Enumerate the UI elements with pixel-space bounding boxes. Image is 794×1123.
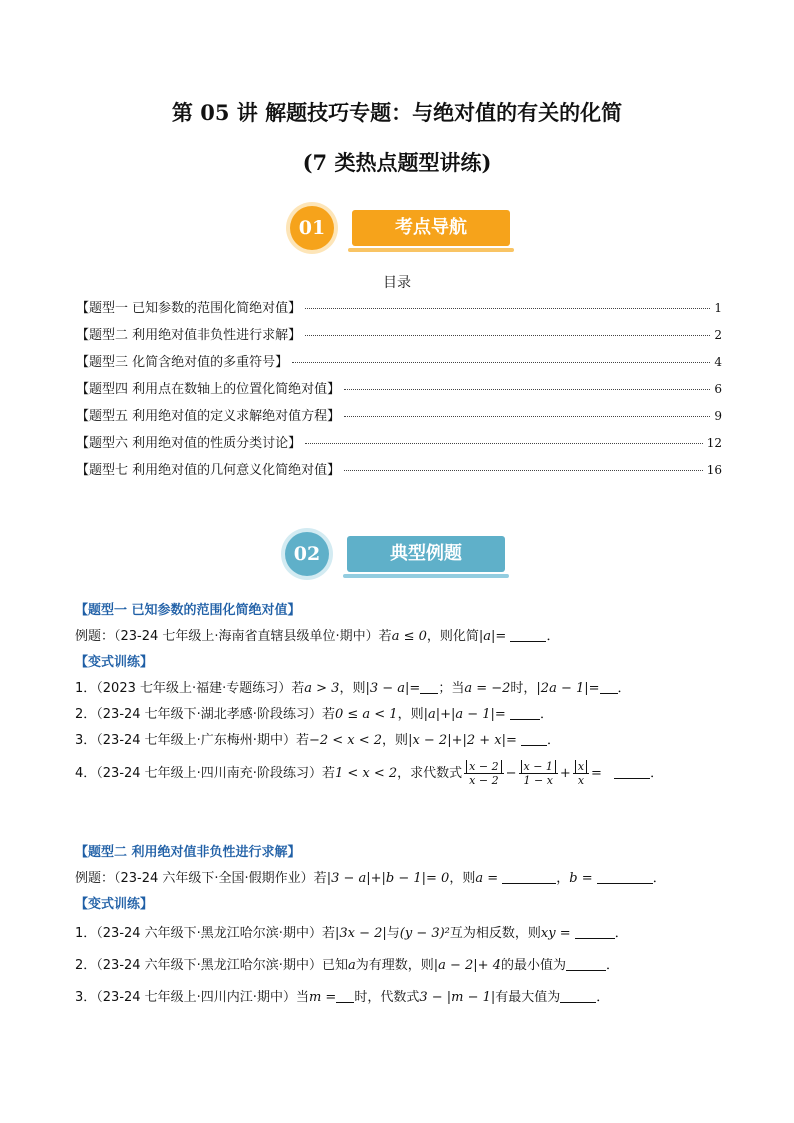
text: 互为相反数，则 xyxy=(449,926,541,941)
text: ． xyxy=(546,629,560,644)
toc-dot-leader xyxy=(292,362,710,363)
text: 时，代数式 xyxy=(354,990,420,1005)
text: 时， xyxy=(510,681,537,696)
section-banner-navigation xyxy=(290,206,510,250)
operator: − xyxy=(505,766,517,781)
toc-item-page: 12 xyxy=(706,436,722,450)
page-title: 第 05 讲 解题技巧专题：与绝对值的有关的化简 xyxy=(171,100,623,125)
toc-item-page: 1 xyxy=(714,301,722,315)
numerator: x − 2 xyxy=(466,760,501,773)
section-type-1 xyxy=(75,598,735,794)
denominator: x − 2 xyxy=(469,774,499,787)
math: xy = xyxy=(540,926,571,941)
math: a xyxy=(347,958,356,973)
fraction xyxy=(519,760,558,787)
page-subtitle: (7 类热点题型讲练) xyxy=(302,150,492,175)
text: 2．（23-24 七年级下·湖北孝感·阶段练习）若 xyxy=(75,707,335,722)
toc-dot-leader xyxy=(344,416,710,417)
toc-dot-leader xyxy=(344,470,703,471)
math: |a|+|a − 1|= xyxy=(423,707,506,722)
math: |a − 2|+ 4 xyxy=(433,958,501,973)
section-banner-examples xyxy=(285,532,507,576)
text: ，求代数式 xyxy=(397,766,463,781)
banner-label: 考点导航 xyxy=(352,210,510,246)
numerator: x − 1 xyxy=(521,760,556,773)
toc-dot-leader xyxy=(305,335,710,336)
text: 2．（23-24 六年级下·黑龙江哈尔滨·期中）已知 xyxy=(75,958,348,973)
section-heading: 【题型一 已知参数的范围化简绝对值】 xyxy=(75,603,301,618)
math: 1 < x < 2 xyxy=(334,766,398,781)
section-heading: 【题型二 利用绝对值非负性进行求解】 xyxy=(75,845,301,860)
toc-item-label: 【题型二 利用绝对值非负性进行求解】 xyxy=(76,328,302,343)
text: ． xyxy=(614,926,628,941)
math: |3x − 2| xyxy=(334,926,387,941)
answer-blank xyxy=(502,869,556,884)
text: 例题：（23-24 六年级下·全国·假期作业）若 xyxy=(75,871,327,886)
toc-item[interactable] xyxy=(76,459,722,486)
fraction xyxy=(464,760,503,787)
math: |3 − a|+|b − 1|= 0 xyxy=(326,871,450,886)
text: ． xyxy=(617,681,631,696)
math: a > 3 xyxy=(304,681,340,696)
numerator: x xyxy=(575,760,587,773)
text: ． xyxy=(652,871,666,886)
answer-blank xyxy=(521,731,547,746)
answer-blank xyxy=(600,679,618,694)
banner-number: 02 xyxy=(285,532,329,576)
exercise-3 xyxy=(75,728,735,754)
answer-blank xyxy=(614,764,650,779)
exercise-1 xyxy=(75,676,735,702)
text: ，则 xyxy=(382,733,409,748)
exercise-2 xyxy=(75,950,735,982)
toc-item[interactable] xyxy=(76,297,722,324)
text: ，则 xyxy=(339,681,366,696)
toc-item-label: 【题型五 利用绝对值的定义求解绝对值方程】 xyxy=(76,409,341,424)
toc-dot-leader xyxy=(305,443,703,444)
text: ． xyxy=(539,707,553,722)
toc-item-page: 9 xyxy=(714,409,722,423)
answer-blank xyxy=(575,924,615,939)
text: 1．（2023 七年级上·福建·专题练习）若 xyxy=(75,681,305,696)
math: |3 − a|= xyxy=(365,681,421,696)
text: 1．（23-24 六年级下·黑龙江哈尔滨·期中）若 xyxy=(75,926,335,941)
answer-blank xyxy=(597,869,653,884)
math: m = xyxy=(308,990,337,1005)
exercise-1 xyxy=(75,918,735,950)
math: |x − 2|+|2 + x|= xyxy=(408,733,517,748)
text: 4．（23-24 七年级上·四川南充·阶段练习）若 xyxy=(75,766,335,781)
toc-item-label: 【题型一 已知参数的范围化简绝对值】 xyxy=(76,301,302,316)
math: a = xyxy=(475,871,499,886)
toc-dot-leader xyxy=(344,389,710,390)
answer-blank xyxy=(510,627,546,642)
math: b = xyxy=(569,871,593,886)
text: 有最大值为 xyxy=(495,990,561,1005)
toc-item-label: 【题型七 利用绝对值的几何意义化简绝对值】 xyxy=(76,463,341,478)
answer-blank xyxy=(510,705,540,720)
training-heading: 【变式训练】 xyxy=(75,655,154,670)
answer-blank xyxy=(420,679,438,694)
toc-item[interactable] xyxy=(76,432,722,459)
answer-blank xyxy=(566,956,606,971)
table-of-contents xyxy=(76,297,722,486)
text: 的最小值为 xyxy=(500,958,566,973)
toc-item-page: 4 xyxy=(714,355,722,369)
exercise-3 xyxy=(75,982,735,1014)
toc-item-page: 16 xyxy=(706,463,722,477)
text: ， xyxy=(556,871,570,886)
answer-blank xyxy=(336,988,354,1003)
text: 与 xyxy=(386,926,400,941)
banner-number: 01 xyxy=(290,206,334,250)
operator: + xyxy=(559,766,571,781)
denominator: x xyxy=(577,774,585,787)
text: ． xyxy=(596,990,610,1005)
toc-heading: 目录 xyxy=(383,275,411,291)
text: ，则化简 xyxy=(426,629,479,644)
exercise-4 xyxy=(75,754,735,794)
math: 0 ≤ a < 1 xyxy=(334,707,398,722)
banner-label: 典型例题 xyxy=(347,536,505,572)
math: −2 < x < 2 xyxy=(308,733,383,748)
text: 3．（23-24 七年级上·四川内江·期中）当 xyxy=(75,990,309,1005)
text: ，则 xyxy=(397,707,424,722)
math: |a|= xyxy=(478,629,507,644)
math: |2a − 1|= xyxy=(536,681,600,696)
toc-item[interactable] xyxy=(76,324,722,351)
denominator: 1 − x xyxy=(523,774,553,787)
toc-item[interactable] xyxy=(76,405,722,432)
fraction xyxy=(573,760,589,787)
toc-item-page: 2 xyxy=(714,328,722,342)
text: ，则 xyxy=(449,871,476,886)
text: ． xyxy=(605,958,619,973)
text: 例题：（23-24 七年级上·海南省直辖县级单位·期中）若 xyxy=(75,629,392,644)
text: ；当 xyxy=(438,681,465,696)
toc-dot-leader xyxy=(305,308,710,309)
toc-item-page: 6 xyxy=(714,382,722,396)
example-problem xyxy=(75,624,735,650)
toc-item-label: 【题型三 化简含绝对值的多重符号】 xyxy=(76,355,289,370)
toc-item-label: 【题型四 利用点在数轴上的位置化简绝对值】 xyxy=(76,382,341,397)
exercise-2 xyxy=(75,702,735,728)
math: a = −2 xyxy=(464,681,511,696)
math: 3 − |m − 1| xyxy=(419,990,496,1005)
answer-blank xyxy=(560,988,596,1003)
example-problem xyxy=(75,866,735,892)
math: (y − 3)² xyxy=(399,926,450,941)
text: 为有理数，则 xyxy=(355,958,434,973)
toc-item-label: 【题型六 利用绝对值的性质分类讨论】 xyxy=(76,436,302,451)
training-heading: 【变式训练】 xyxy=(75,897,154,912)
text: ． xyxy=(650,766,664,781)
operator: = xyxy=(591,766,602,781)
text: ． xyxy=(547,733,561,748)
math: a ≤ 0 xyxy=(391,629,427,644)
toc-item[interactable] xyxy=(76,351,722,378)
section-type-2 xyxy=(75,840,735,1014)
text: 3．（23-24 七年级上·广东梅州·期中）若 xyxy=(75,733,309,748)
toc-item[interactable] xyxy=(76,378,722,405)
